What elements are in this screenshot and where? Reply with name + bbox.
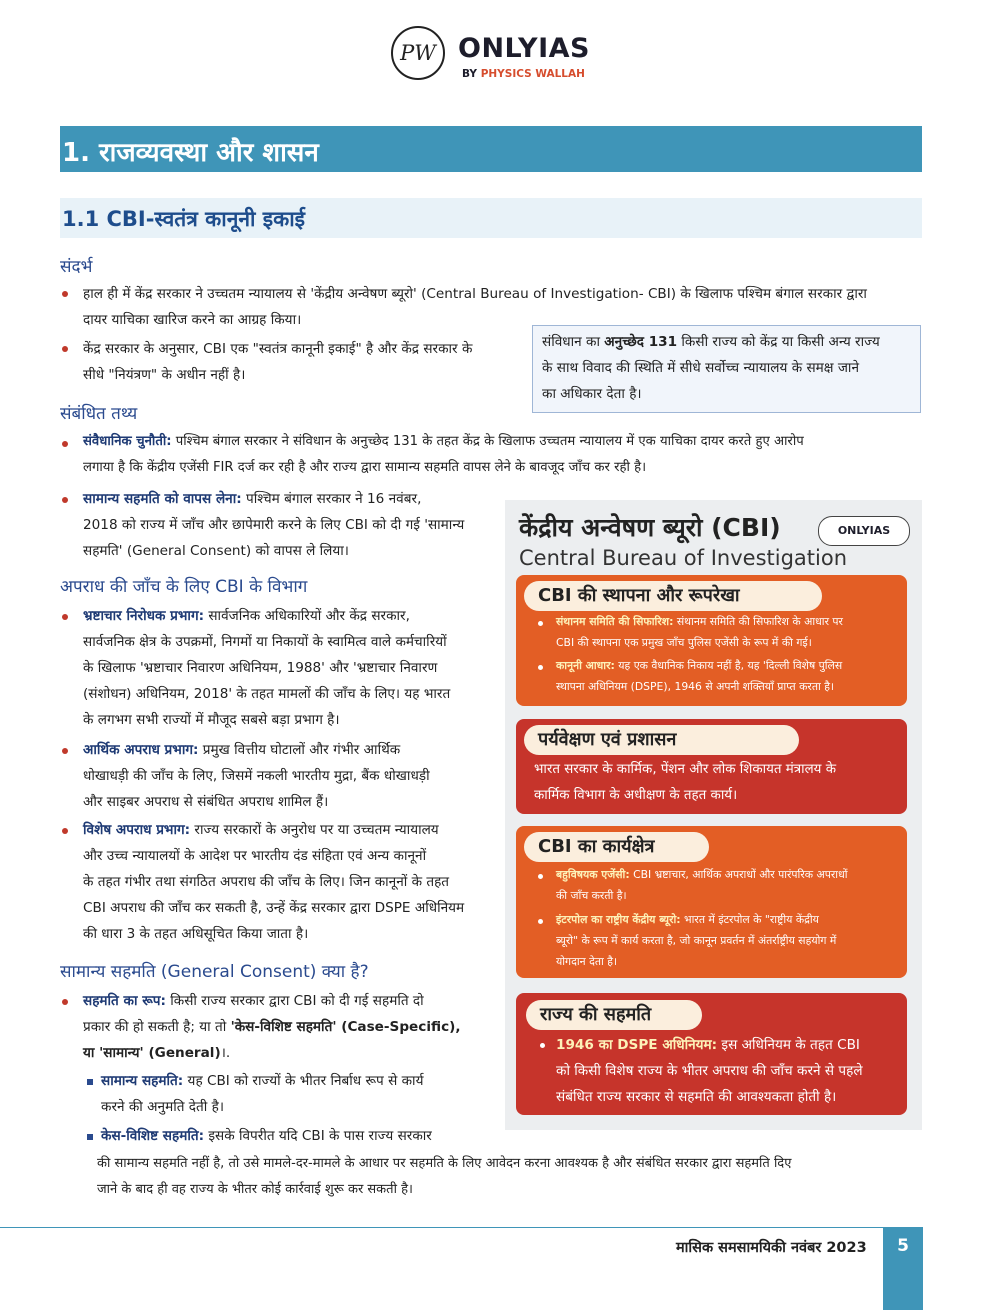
text-line: को किसी विशेष राज्य के भीतर अपराध की जाँच करने से पहले — [556, 1063, 863, 1079]
text-span: इस अधिनियम के तहत CBI — [717, 1037, 860, 1053]
text-span: प्रमुख वित्तीय घोटालों और गंभीर आर्थिक — [198, 742, 401, 758]
text-line — [83, 429, 923, 455]
text-line: हाल ही में केंद्र सरकार ने उच्चतम न्यायालय से 'केंद्रीय अन्वेषण ब्यूरो' (Central Bureau of Investigation- CBI) के खिलाफ पश्चिम बंगाल सरकार द्वारा — [83, 286, 867, 302]
bullet-icon — [62, 999, 68, 1005]
text-line: भारत सरकार के कार्मिक, पेंशन और लोक शिकायत मंत्रालय के — [534, 762, 836, 777]
text-line: कार्मिक विभाग के अधीक्षण के तहत कार्य। — [534, 788, 738, 803]
square-bullet-icon — [87, 1079, 93, 1085]
brand-subtitle — [462, 68, 585, 80]
text-line — [83, 486, 493, 512]
text-line — [556, 655, 906, 676]
point-label: इंटरपोल का राष्ट्रीय केंद्रीय ब्यूरो: — [556, 913, 681, 926]
cbi-infographic-subtitle: Central Bureau of Investigation — [519, 546, 848, 570]
text-span: भारत में इंटरपोल के "राष्ट्रीय केंद्रीय — [680, 913, 819, 926]
text-line — [83, 1040, 493, 1066]
bullet-icon — [538, 621, 543, 626]
text-line — [556, 611, 906, 632]
consent-label: सहमति का रूप: — [83, 993, 166, 1009]
text-line: के तहत गंभीर तथा संगठित अपराध की जाँच के लिए। जिन कानूनों के तहत — [83, 874, 450, 890]
brand-logo: ONLYIAS — [458, 33, 590, 64]
bullet-icon — [538, 874, 543, 879]
text-line: के लगभग सभी राज्यों में मौजूद सबसे बड़ा प्रभाग है। — [83, 712, 340, 728]
fact-label: संवैधानिक चुनौती: — [83, 434, 172, 449]
context-heading: संदर्भ — [60, 257, 93, 277]
related-fact-2 — [83, 486, 493, 564]
bullet-icon — [538, 919, 543, 924]
cbi-infographic-title: केंद्रीय अन्वेषण ब्यूरो (CBI) — [519, 513, 781, 542]
text-line: CBI अपराध की जाँच कर सकती है, उन्हें केंद्र सरकार द्वारा DSPE अधिनियम — [83, 900, 465, 916]
text-line: 2018 को राज्य में जाँच और छापेमारी करने के लिए CBI को दी गई 'सामान्य — [83, 517, 465, 533]
page-number: 5 — [897, 1236, 909, 1256]
text-line — [101, 1123, 491, 1149]
case-specific-consent-continuation — [97, 1151, 923, 1203]
text-line — [83, 603, 493, 629]
fact-label: सामान्य सहमति को वापस लेना: — [83, 491, 242, 507]
text-span-bold: 'केस-विशिष्ट सहमति' (Case-Specific), — [230, 1019, 461, 1035]
dspe-act-point — [556, 1032, 904, 1110]
card-heading: राज्य की सहमति — [526, 1000, 702, 1030]
department-anti-corruption — [83, 603, 493, 733]
text-line — [83, 1014, 493, 1040]
text-line: की धारा 3 के तहत अधिसूचित किया जाता है। — [83, 926, 309, 942]
text-span-bold: या 'सामान्य' (General) — [83, 1045, 221, 1061]
text-line: स्थापना अधिनियम (DSPE), 1946 से अपनी शक्तियाँ प्राप्त करता है। — [556, 680, 835, 693]
text-span: पश्चिम बंगाल सरकार ने संविधान के अनुच्छेद 131 के तहत केंद्र के खिलाफ उच्चतम न्यायालय में एक याचिका दायर करते हुए आरोप — [171, 434, 804, 449]
bullet-icon — [62, 346, 68, 352]
text-span: यह CBI को राज्यों के भीतर निर्बाध रूप से कार्य — [183, 1073, 424, 1089]
card-heading: CBI की स्थापना और रूपरेखा — [524, 581, 822, 611]
footer-divider — [0, 1227, 883, 1228]
card-heading: पर्यवेक्षण एवं प्रशासन — [524, 725, 799, 755]
legal-basis-point — [556, 655, 906, 697]
text-line: CBI की स्थापना एक प्रमुख जाँच पुलिस एजेंसी के रूप में की गई। — [556, 636, 812, 649]
text-span: सार्वजनिक अधिकारियों और केंद्र सरकार, — [204, 608, 410, 624]
text-span: संथानम समिति की सिफारिश के आधार पर — [673, 615, 843, 628]
brand-sub-accent: PHYSICS WALLAH — [480, 68, 585, 80]
onlyias-badge-logo: ONLYIAS — [818, 516, 910, 546]
related-facts-heading: संबंधित तथ्य — [60, 404, 138, 424]
card-heading: CBI का कार्यक्षेत्र — [524, 832, 709, 862]
department-label: विशेष अपराध प्रभाग: — [83, 822, 191, 838]
article-131-note-text — [542, 329, 914, 407]
text-line: का अधिकार देता है। — [542, 386, 642, 402]
general-consent-point — [101, 1068, 491, 1120]
text-line — [556, 909, 906, 930]
bullet-icon — [540, 1043, 545, 1048]
text-line — [83, 988, 493, 1014]
text-line — [101, 1068, 491, 1094]
department-label: भ्रष्टाचार निरोधक प्रभाग: — [83, 608, 205, 624]
department-special-crimes — [83, 817, 493, 947]
text-span: प्रकार की हो सकती है; या तो — [83, 1019, 231, 1035]
general-consent-heading: सामान्य सहमति (General Consent) क्या है? — [60, 962, 369, 982]
bullet-icon — [62, 614, 68, 620]
text-span: किसी राज्य सरकार द्वारा CBI को दी गई सहमति दो — [165, 993, 424, 1009]
text-span: ।. — [220, 1045, 231, 1061]
text-line: केंद्र सरकार के अनुसार, CBI एक "स्वतंत्र कानूनी इकाई" है और केंद्र सरकार के — [83, 341, 473, 357]
text-line: सीधे "नियंत्रण" के अधीन नहीं है। — [83, 367, 246, 383]
consent-forms — [83, 988, 493, 1066]
square-bullet-icon — [87, 1134, 93, 1140]
section-title: 1.1 CBI-स्वतंत्र कानूनी इकाई — [62, 207, 305, 231]
text-line: योगदान देता है। — [556, 955, 618, 968]
text-line: सार्वजनिक क्षेत्र के उपक्रमों, निगमों या निकायों के स्वामित्व वाले कर्मचारियों — [83, 634, 447, 650]
article-131-label: अनुच्छेद 131 — [604, 334, 678, 350]
footer-publication-title: मासिक समसामयिकी नवंबर 2023 — [676, 1240, 867, 1256]
brand-sub-prefix: BY — [462, 68, 481, 80]
bullet-icon — [62, 497, 68, 503]
text-line — [83, 737, 493, 763]
text-line — [556, 1032, 904, 1058]
text-span: यह एक वैधानिक निकाय नहीं है, यह 'दिल्ली विशेष पुलिस — [614, 659, 843, 672]
text-line: की सामान्य सहमति नहीं है, तो उसे मामले-दर-मामले के आधार पर सहमति के लिए आवेदन करना आवश्यक है और संबंधित सरकार द्वारा सहमति दिए — [97, 1156, 792, 1171]
text-line: और उच्च न्यायालयों के आदेश पर भारतीय दंड संहिता एवं अन्य कानूनों — [83, 848, 427, 864]
point-label: संथानम समिति की सिफारिश: — [556, 615, 674, 628]
santhanam-point — [556, 611, 906, 653]
point-label: 1946 का DSPE अधिनियम: — [556, 1037, 718, 1053]
text-line — [542, 329, 914, 355]
text-span: इसके विपरीत यदि CBI के पास राज्य सरकार — [204, 1128, 432, 1144]
pw-logo-icon — [391, 26, 445, 80]
supervision-text — [534, 757, 904, 809]
text-line: दायर याचिका खारिज करने का आग्रह किया। — [83, 312, 302, 328]
text-line: करने की अनुमति देती है। — [101, 1099, 224, 1115]
text-line: और साइबर अपराध से संबंधित अपराध शामिल हैं। — [83, 794, 329, 810]
text-line: जाने के बाद ही वह राज्य के भीतर कोई कार्रवाई शुरू कर सकती है। — [97, 1182, 413, 1197]
text-line: धोखाधड़ी की जाँच के लिए, जिसमें नकली भारतीय मुद्रा, बैंक धोखाधड़ी — [83, 768, 430, 784]
chapter-title: 1. राजव्यवस्था और शासन — [62, 138, 319, 168]
text-line: ब्यूरो" के रूप में कार्य करता है, जो कानून प्रवर्तन में अंतर्राष्ट्रीय सहयोग में — [556, 934, 837, 947]
point-label: बहुविषयक एजेंसी: — [556, 868, 630, 881]
text-line — [83, 817, 493, 843]
text-line: के खिलाफ 'भ्रष्टाचार निवारण अधिनियम, 1988' और 'भ्रष्टाचार निवारण — [83, 660, 438, 676]
interpol-bureau-point — [556, 909, 906, 972]
bullet-icon — [62, 291, 68, 297]
bullet-icon — [538, 665, 543, 670]
text-span: किसी राज्य को केंद्र या किसी अन्य राज्य — [677, 334, 880, 350]
departments-heading: अपराध की जाँच के लिए CBI के विभाग — [60, 577, 308, 597]
text-span: राज्य सरकारों के अनुरोध पर या उच्चतम न्यायालय — [190, 822, 439, 838]
bullet-icon — [62, 748, 68, 754]
logo-mark-text: PW — [400, 41, 436, 65]
text-line: सहमति' (General Consent) को वापस ले लिया। — [83, 543, 349, 559]
consent-label: सामान्य सहमति: — [101, 1073, 184, 1089]
text-span: पश्चिम बंगाल सरकार ने 16 नवंबर, — [241, 491, 422, 507]
context-para-2 — [83, 336, 523, 388]
multidisciplinary-agency-point — [556, 864, 906, 906]
case-specific-consent-point — [101, 1123, 491, 1149]
bullet-icon — [62, 441, 68, 447]
text-line: संबंधित राज्य सरकार से सहमति की आवश्यकता होती है। — [556, 1089, 837, 1105]
department-economic-offences — [83, 737, 493, 815]
text-span: संविधान का — [542, 334, 605, 350]
text-line: (संशोधन) अधिनियम, 2018' के तहत मामलों की जाँच के लिए। यह भारत — [83, 686, 451, 702]
text-line: के साथ विवाद की स्थिति में सीधे सर्वोच्च न्यायालय के समक्ष जाने — [542, 360, 859, 376]
bullet-icon — [62, 828, 68, 834]
related-fact-1 — [83, 429, 923, 481]
text-line — [556, 864, 906, 885]
department-label: आर्थिक अपराध प्रभाग: — [83, 742, 199, 758]
point-label: कानूनी आधार: — [556, 659, 615, 672]
text-line: की जाँच करती है। — [556, 889, 627, 902]
text-line: लगाया है कि केंद्रीय एजेंसी FIR दर्ज कर रही है और राज्य द्वारा सामान्य सहमति वापस लेने के बावजूद जाँच कर रही है। — [83, 460, 647, 475]
consent-label: केस-विशिष्ट सहमति: — [101, 1128, 205, 1144]
text-span: CBI भ्रष्टाचार, आर्थिक अपराधों और पारंपरिक अपराधों — [629, 868, 848, 881]
